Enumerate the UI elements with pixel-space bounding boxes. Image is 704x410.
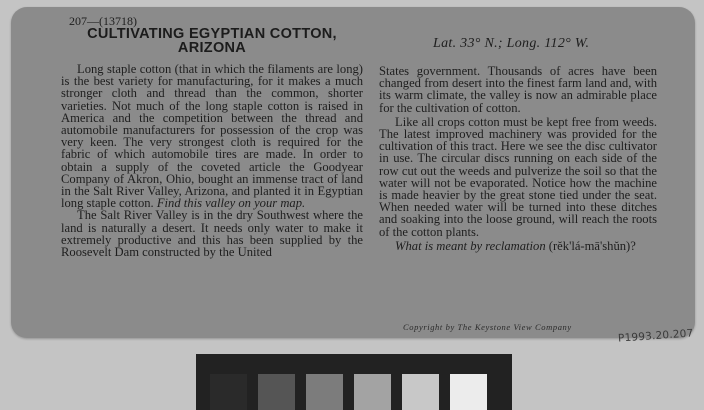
gray-swatch-5 [402,374,439,410]
card-title-line1: CULTIVATING EGYPTIAN COTTON, [87,26,337,42]
gray-scale-target [196,354,512,410]
gray-swatch-6 [450,374,487,410]
pronunciation: (rĕk'lá-mā'shŭn)? [545,238,636,253]
question-text: What is meant by reclamation [395,238,546,253]
paragraph-long-staple-cotton [61,63,363,209]
gray-swatch-4 [354,374,391,410]
card-number: 207—(13718) [69,14,137,28]
gray-swatch-1 [210,374,247,410]
accession-number: P1993.20.207 [617,327,694,345]
stereograph-card-back [11,7,695,345]
paragraph-text: Long staple cotton (that in which the filaments are long) is the best variety for manufacturing, for it makes a much stronger cloth and thread than the common, shorter varieties. Not much of the long staple cotton is raised in America and the competition between the thread and automobile manufacturers for possession of the crop was very keen. The very strongest cloth is required for the fabric of which automobile tires are made. In order to obtain a supply of the coveted article the Goodyear Company of Akron, Ohio, bought an immense tract of land in the Salt River Valley, Arizona, and planted it in Egyptian long staple cotton. [61,62,363,211]
map-instruction: Find this valley on your map. [156,196,306,211]
coordinates: Lat. 33° N.; Long. 112° W. [433,36,590,51]
left-column [61,15,363,258]
gray-swatch-3 [306,374,343,410]
paragraph-cultivation: Like all crops cotton must be kept free from weeds. The latest improved machinery was provided for the cultivation of this tract. Here we see the disc cultivator in use. The circular discs running on each side of the row cut out the weeds and pulverize the soil so that the water will not be evaporated. Notice how the machine is made heavier by the great stone tied under the seat. When needed water will be turned into these ditches and soaking into the loose ground, will reach the roots of the cotton plants. [379,114,657,239]
card-title [61,27,363,55]
card-title-line2: ARIZONA [177,40,247,56]
gray-swatch-2 [258,374,295,410]
paragraph-salt-river-valley: The Salt River Valley is in the dry Southwest where the land is naturally a desert. It needs only water to make it extremely productive and this has been supplied by the Roosevelt Dam constructed by the United [61,208,363,260]
reclamation-question [379,240,657,252]
copyright-line: Copyright by The Keystone View Company [403,322,572,332]
paragraph-continuation: States government. Thousands of acres have been changed from desert into the finest farm land and, with its warm climate, the valley is now an admirable place for the cultivation of cotton. [379,64,657,115]
right-column [379,33,657,252]
